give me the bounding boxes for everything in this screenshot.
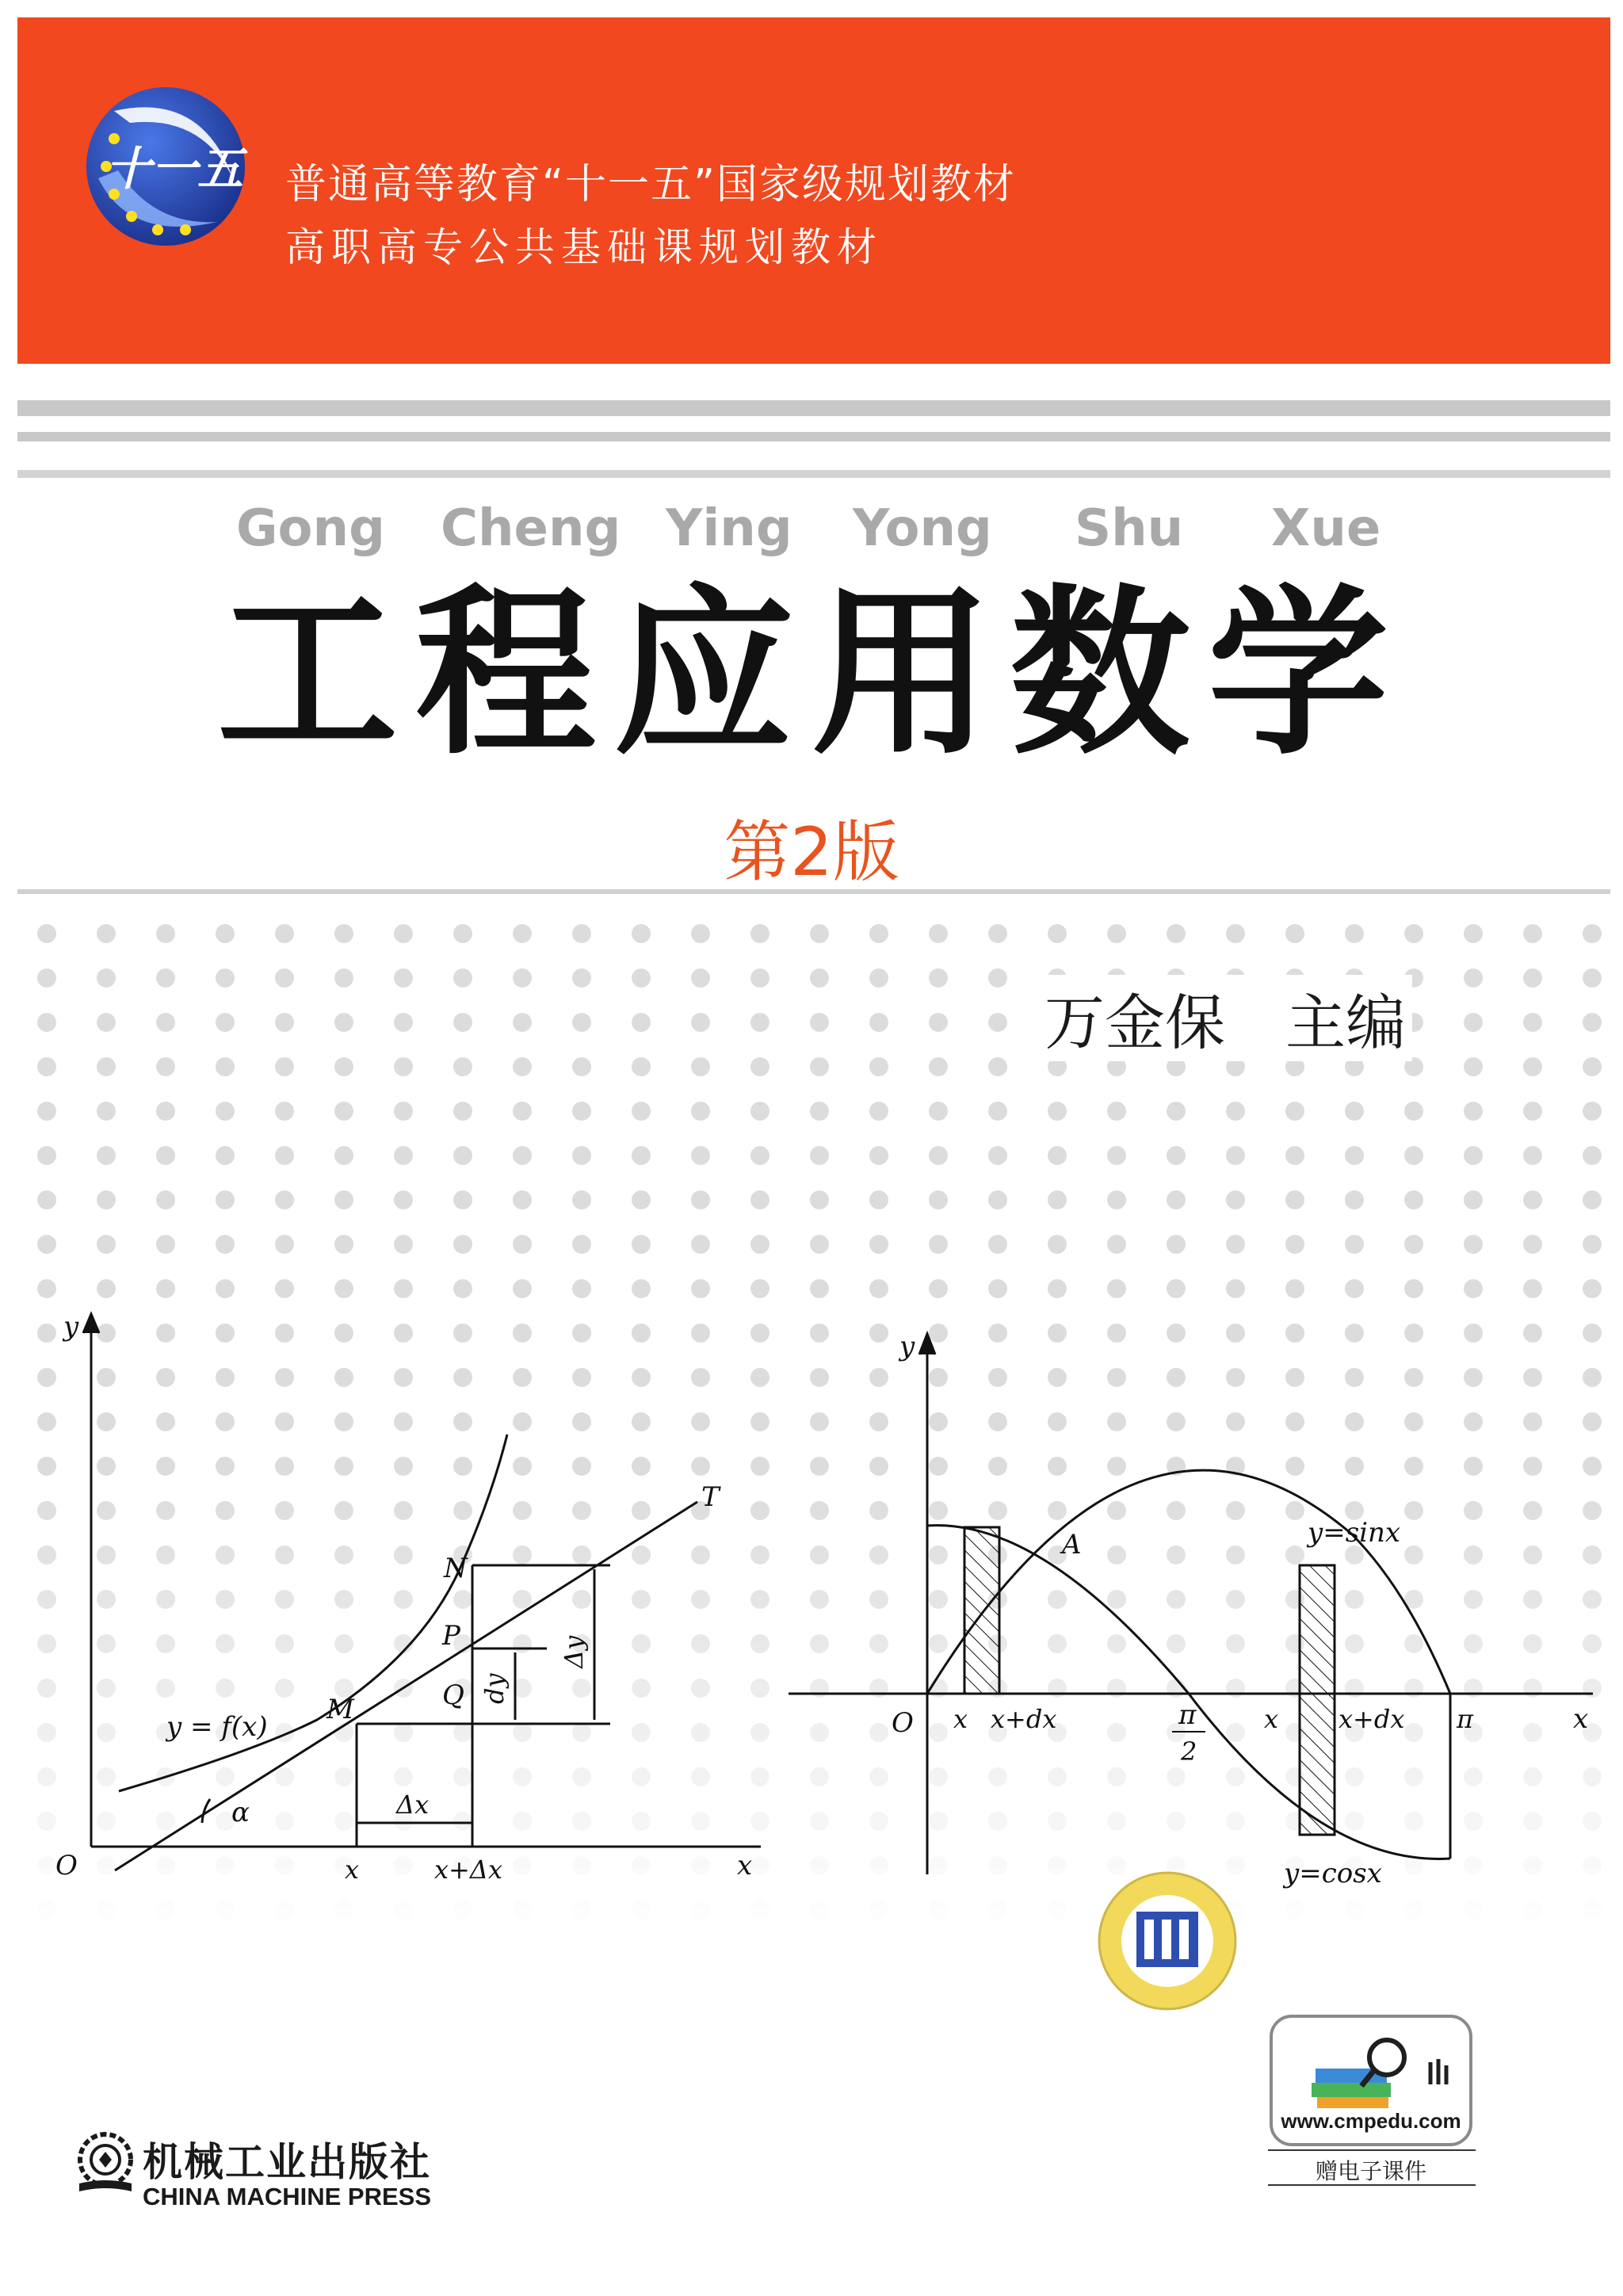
badge-url[interactable]: www.cmpedu.com: [1281, 2109, 1461, 2133]
publisher-name-cn: 机械工业出版社: [143, 2139, 431, 2185]
cos-label: y=cosx: [1284, 1858, 1382, 1889]
pinyin-word: Yong: [853, 499, 992, 558]
pinyin-word: Cheng: [441, 499, 621, 558]
axis-label-y: y: [899, 1331, 915, 1362]
tick-label-pi-end: π: [1457, 1704, 1474, 1734]
y-axis-arrow: [83, 1314, 99, 1333]
axis-label-x: x: [1573, 1703, 1589, 1735]
caption-rule: [1268, 2149, 1476, 2151]
divider-stripe: [17, 470, 1610, 478]
courseware-caption: 赠电子课件: [1315, 2158, 1426, 2184]
hatched-strip: [964, 1527, 999, 1694]
tick-label: x: [953, 1704, 968, 1734]
tick-label: x: [1264, 1704, 1279, 1734]
tick-label: x+Δx: [434, 1855, 503, 1885]
point-label: Q: [442, 1679, 464, 1711]
edition-label: 第2版: [724, 813, 899, 891]
pinyin-word: Shu: [1075, 499, 1184, 558]
publisher-name-en: CHINA MACHINE PRESS: [143, 2183, 431, 2210]
sin-cos-figure: [781, 1320, 1601, 1898]
tick-label-pi: π: [1178, 1699, 1197, 1731]
divider-stripe: [17, 400, 1610, 416]
tick-label: x+dx: [1338, 1704, 1405, 1734]
point-label: T: [701, 1481, 720, 1513]
origin-label: O: [892, 1707, 914, 1739]
tick-label-two: 2: [1181, 1736, 1197, 1767]
pinyin-word: Ying: [666, 499, 792, 558]
point-label: M: [327, 1694, 354, 1725]
delta-y-label: Δy: [559, 1635, 589, 1668]
publisher-seal: [1097, 1870, 1238, 2011]
series-title-line1: 普通高等教育“十一五”国家级规划教材: [285, 161, 1016, 208]
dy-label: dy: [479, 1673, 510, 1704]
cosine-curve: [927, 1526, 1450, 1859]
point-label: N: [444, 1553, 468, 1584]
hatched-strip: [1300, 1565, 1335, 1835]
origin-label: O: [55, 1850, 78, 1881]
tick-label: x: [345, 1855, 360, 1885]
axis-label-x: x: [737, 1850, 753, 1881]
pinyin-word: Gong: [236, 499, 385, 558]
divider-stripe: [17, 432, 1610, 441]
book-title: 工程应用数学: [217, 567, 1406, 779]
sin-label: y=sinx: [1308, 1517, 1401, 1549]
magnifier-icon: [1369, 2040, 1404, 2075]
sine-curve: [927, 1470, 1450, 1694]
tick-label: x+dx: [991, 1704, 1057, 1734]
axis-label-y: y: [63, 1311, 79, 1343]
y-axis-arrow: [919, 1334, 935, 1354]
logo-text: 十一五: [105, 142, 244, 196]
delta-x-label: Δx: [396, 1790, 430, 1820]
series-title-line2: 高职高专公共基础课规划教材: [285, 224, 883, 270]
cmpedu-badge[interactable]: [1268, 2013, 1474, 2148]
differential-figure: [48, 1308, 777, 1910]
author-editor: 万金保 主编: [1038, 975, 1412, 1061]
caption-rule: [1268, 2184, 1476, 2186]
series-logo: [82, 83, 249, 250]
point-label: A: [1062, 1529, 1082, 1561]
angle-label: α: [231, 1797, 250, 1828]
curve-label: y = f(x): [166, 1711, 268, 1743]
point-label: P: [442, 1620, 460, 1652]
publisher-logo-icon: [71, 2128, 139, 2196]
pinyin-word: Xue: [1271, 499, 1381, 558]
